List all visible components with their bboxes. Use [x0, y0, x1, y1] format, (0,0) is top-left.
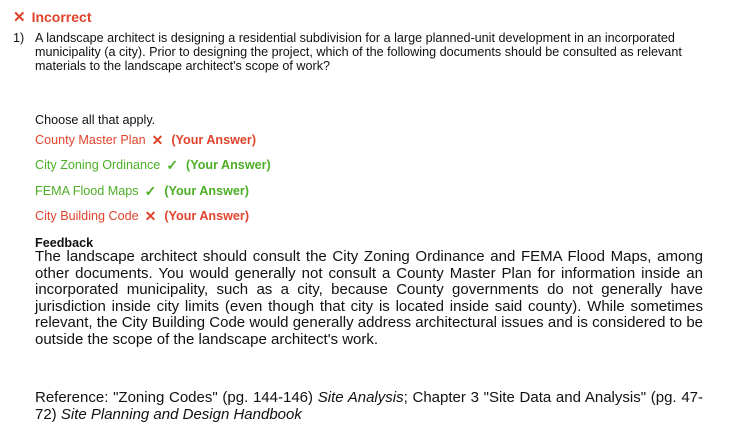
answer-label: City Building Code [35, 209, 139, 223]
your-answer-tag: (Your Answer) [186, 158, 271, 172]
reference-part-2: ; Chapter 3 "Site Data and Analysis" (pg. 47-72) [35, 389, 703, 423]
check-icon: ✓ [144, 183, 157, 199]
your-answer-tag: (Your Answer) [164, 209, 250, 223]
feedback-text: The landscape architect should consult the City Zoning Ordinance and FEMA Flood Maps, among other documents. You would generally not consult a County Master Plan for information inside an incorporated municipality, such as a city, because County governments do not generally have jurisdiction inside city limits (even though that city is located inside said county). While sometimes relevant, the City Building Code would generally address architectural issues and is considered to be outside the scope of the landscape architect's work. [35, 248, 703, 348]
answer-label: County Master Plan [35, 133, 146, 147]
x-icon: ✕ [151, 132, 164, 148]
question-number: 1) [13, 31, 25, 45]
your-answer-tag: (Your Answer) [171, 133, 257, 147]
feedback-title: Feedback [35, 236, 94, 250]
x-icon: ✕ [144, 208, 157, 224]
status-label: Incorrect [31, 9, 92, 25]
reference-part-1: Reference: "Zoning Codes" (pg. 144-146) [35, 389, 318, 406]
answer-city-zoning-ordinance [35, 158, 271, 172]
your-answer-tag: (Your Answer) [164, 184, 249, 198]
check-icon: ✓ [166, 157, 179, 173]
answer-fema-flood-maps [35, 184, 249, 198]
instructions: Choose all that apply. [35, 113, 156, 127]
answer-label: FEMA Flood Maps [35, 184, 139, 198]
answer-label: City Zoning Ordinance [35, 158, 161, 172]
question-text: A landscape architect is designing a residential subdivision for a large planned-unit development in an incorporated municipality (a city). Prior to designing the project, which of the following documents should be consulted as relevant materials to the landscape architect's scope of work? [35, 31, 682, 73]
result-status [13, 9, 92, 25]
question [13, 31, 733, 73]
reference-book-1: Site Analysis [317, 389, 404, 406]
answer-city-building-code [35, 209, 249, 223]
x-icon: ✕ [13, 8, 26, 26]
reference [35, 390, 703, 423]
reference-book-2: Site Planning and Design Handbook [60, 405, 302, 423]
answer-county-master-plan [35, 133, 256, 147]
